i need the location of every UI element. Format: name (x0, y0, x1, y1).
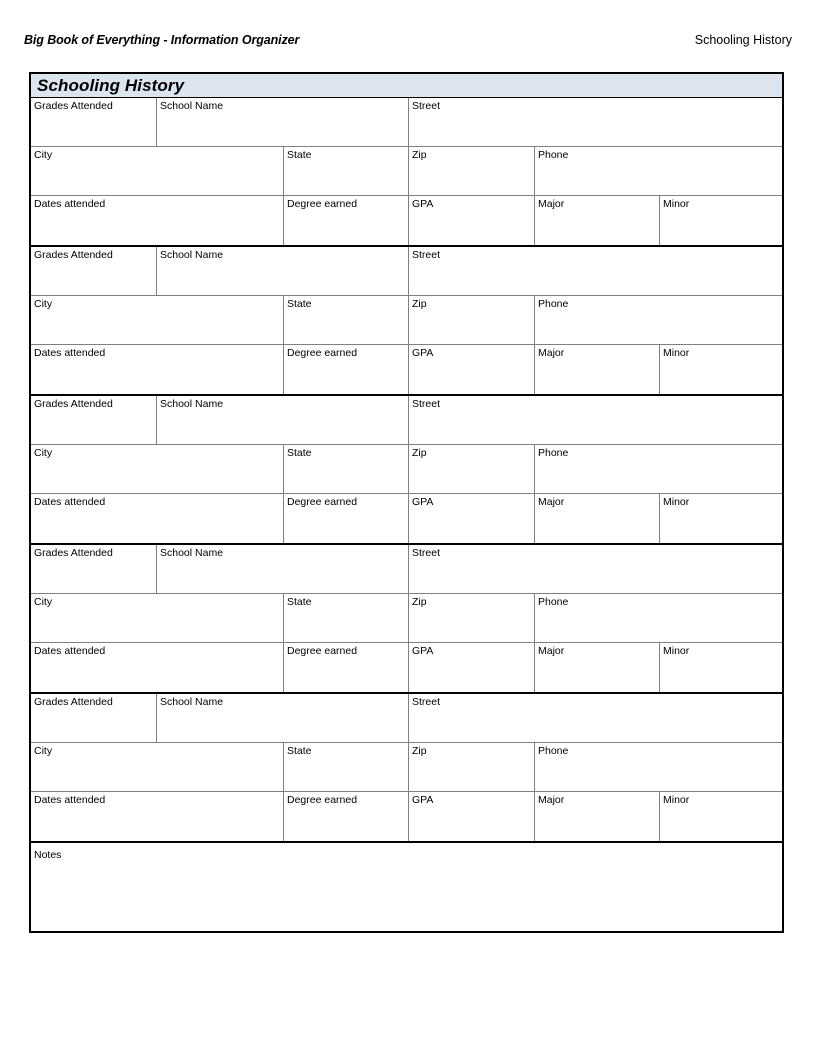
minor-label: Minor (663, 198, 690, 210)
school-blocks-container (29, 98, 784, 843)
field-degree-earned[interactable] (284, 643, 409, 692)
field-zip[interactable] (409, 445, 535, 493)
field-degree-earned[interactable] (284, 792, 409, 841)
city-label: City (34, 447, 53, 459)
field-city[interactable] (31, 743, 284, 791)
field-school-name[interactable] (157, 396, 409, 444)
document-title: Big Book of Everything - Information Organizer (24, 33, 300, 47)
phone-label: Phone (538, 596, 569, 608)
field-major[interactable] (535, 494, 660, 543)
gpa-label: GPA (412, 496, 434, 508)
grades-attended-label: Grades Attended (34, 398, 113, 410)
row-address (31, 147, 782, 196)
field-state[interactable] (284, 296, 409, 344)
field-school-name[interactable] (157, 98, 409, 146)
state-label: State (287, 596, 312, 608)
major-label: Major (538, 496, 565, 508)
field-street[interactable] (409, 247, 782, 295)
field-city[interactable] (31, 594, 284, 642)
field-minor[interactable] (660, 196, 782, 245)
field-minor[interactable] (660, 643, 782, 692)
street-label: Street (412, 696, 441, 708)
city-label: City (34, 149, 53, 161)
row-academics (31, 792, 782, 841)
field-dates-attended[interactable] (31, 494, 284, 543)
street-label: Street (412, 398, 441, 410)
form-title-bar (29, 72, 784, 98)
major-label: Major (538, 645, 565, 657)
field-street[interactable] (409, 694, 782, 742)
field-city[interactable] (31, 445, 284, 493)
minor-label: Minor (663, 645, 690, 657)
field-city[interactable] (31, 296, 284, 344)
field-dates-attended[interactable] (31, 345, 284, 394)
dates-attended-label: Dates attended (34, 347, 106, 359)
row-academics (31, 643, 782, 692)
gpa-label: GPA (412, 198, 434, 210)
city-label: City (34, 298, 53, 310)
dates-attended-label: Dates attended (34, 645, 106, 657)
field-zip[interactable] (409, 743, 535, 791)
field-phone[interactable] (535, 445, 782, 493)
school-name-label: School Name (160, 547, 224, 559)
field-degree-earned[interactable] (284, 196, 409, 245)
field-gpa[interactable] (409, 792, 535, 841)
phone-label: Phone (538, 447, 569, 459)
field-city[interactable] (31, 147, 284, 195)
degree-earned-label: Degree earned (287, 645, 358, 657)
zip-label: Zip (412, 298, 427, 310)
phone-label: Phone (538, 149, 569, 161)
row-school (31, 98, 782, 147)
phone-label: Phone (538, 745, 569, 757)
row-school (31, 545, 782, 594)
field-state[interactable] (284, 594, 409, 642)
city-label: City (34, 745, 53, 757)
row-school (31, 694, 782, 743)
field-state[interactable] (284, 743, 409, 791)
degree-earned-label: Degree earned (287, 198, 358, 210)
section-title: Schooling History (694, 33, 792, 47)
minor-label: Minor (663, 794, 690, 806)
gpa-label: GPA (412, 347, 434, 359)
dates-attended-label: Dates attended (34, 496, 106, 508)
field-gpa[interactable] (409, 643, 535, 692)
field-street[interactable] (409, 545, 782, 593)
gpa-label: GPA (412, 645, 434, 657)
street-label: Street (412, 100, 441, 112)
row-academics (31, 196, 782, 245)
field-gpa[interactable] (409, 494, 535, 543)
field-zip[interactable] (409, 594, 535, 642)
field-major[interactable] (535, 345, 660, 394)
field-zip[interactable] (409, 296, 535, 344)
field-dates-attended[interactable] (31, 792, 284, 841)
field-school-name[interactable] (157, 694, 409, 742)
city-label: City (34, 596, 53, 608)
street-label: Street (412, 547, 441, 559)
field-major[interactable] (535, 792, 660, 841)
field-grades-attended[interactable] (31, 98, 157, 146)
field-zip[interactable] (409, 147, 535, 195)
field-grades-attended[interactable] (31, 396, 157, 444)
zip-label: Zip (412, 447, 427, 459)
school-block (29, 247, 784, 396)
field-degree-earned[interactable] (284, 345, 409, 394)
school-block (29, 396, 784, 545)
state-label: State (287, 745, 312, 757)
field-school-name[interactable] (157, 545, 409, 593)
row-address (31, 743, 782, 792)
zip-label: Zip (412, 596, 427, 608)
gpa-label: GPA (412, 794, 434, 806)
state-label: State (287, 298, 312, 310)
grades-attended-label: Grades Attended (34, 249, 113, 261)
field-dates-attended[interactable] (31, 643, 284, 692)
page-running-header (24, 28, 792, 52)
school-block (29, 545, 784, 694)
form-title: Schooling History (37, 76, 185, 95)
school-name-label: School Name (160, 696, 224, 708)
degree-earned-label: Degree earned (287, 496, 358, 508)
degree-earned-label: Degree earned (287, 347, 358, 359)
field-degree-earned[interactable] (284, 494, 409, 543)
notes-field[interactable] (29, 843, 784, 933)
field-major[interactable] (535, 196, 660, 245)
field-phone[interactable] (535, 147, 782, 195)
row-address (31, 594, 782, 643)
school-block (29, 694, 784, 843)
field-grades-attended[interactable] (31, 545, 157, 593)
row-school (31, 396, 782, 445)
zip-label: Zip (412, 745, 427, 757)
field-gpa[interactable] (409, 345, 535, 394)
notes-label: Notes (34, 849, 62, 861)
row-school (31, 247, 782, 296)
zip-label: Zip (412, 149, 427, 161)
school-name-label: School Name (160, 398, 224, 410)
degree-earned-label: Degree earned (287, 794, 358, 806)
row-address (31, 296, 782, 345)
grades-attended-label: Grades Attended (34, 100, 113, 112)
field-state[interactable] (284, 147, 409, 195)
phone-label: Phone (538, 298, 569, 310)
field-school-name[interactable] (157, 247, 409, 295)
minor-label: Minor (663, 496, 690, 508)
field-gpa[interactable] (409, 196, 535, 245)
field-grades-attended[interactable] (31, 247, 157, 295)
field-minor[interactable] (660, 792, 782, 841)
grades-attended-label: Grades Attended (34, 696, 113, 708)
major-label: Major (538, 347, 565, 359)
major-label: Major (538, 794, 565, 806)
field-minor[interactable] (660, 345, 782, 394)
school-block (29, 98, 784, 247)
major-label: Major (538, 198, 565, 210)
grades-attended-label: Grades Attended (34, 547, 113, 559)
schooling-history-form (29, 72, 784, 933)
state-label: State (287, 149, 312, 161)
school-name-label: School Name (160, 249, 224, 261)
state-label: State (287, 447, 312, 459)
minor-label: Minor (663, 347, 690, 359)
row-academics (31, 345, 782, 394)
dates-attended-label: Dates attended (34, 198, 106, 210)
row-address (31, 445, 782, 494)
dates-attended-label: Dates attended (34, 794, 106, 806)
field-street[interactable] (409, 98, 782, 146)
field-grades-attended[interactable] (31, 694, 157, 742)
field-major[interactable] (535, 643, 660, 692)
field-phone[interactable] (535, 594, 782, 642)
field-state[interactable] (284, 445, 409, 493)
field-phone[interactable] (535, 743, 782, 791)
field-phone[interactable] (535, 296, 782, 344)
field-dates-attended[interactable] (31, 196, 284, 245)
street-label: Street (412, 249, 441, 261)
field-street[interactable] (409, 396, 782, 444)
school-name-label: School Name (160, 100, 224, 112)
field-minor[interactable] (660, 494, 782, 543)
row-academics (31, 494, 782, 543)
